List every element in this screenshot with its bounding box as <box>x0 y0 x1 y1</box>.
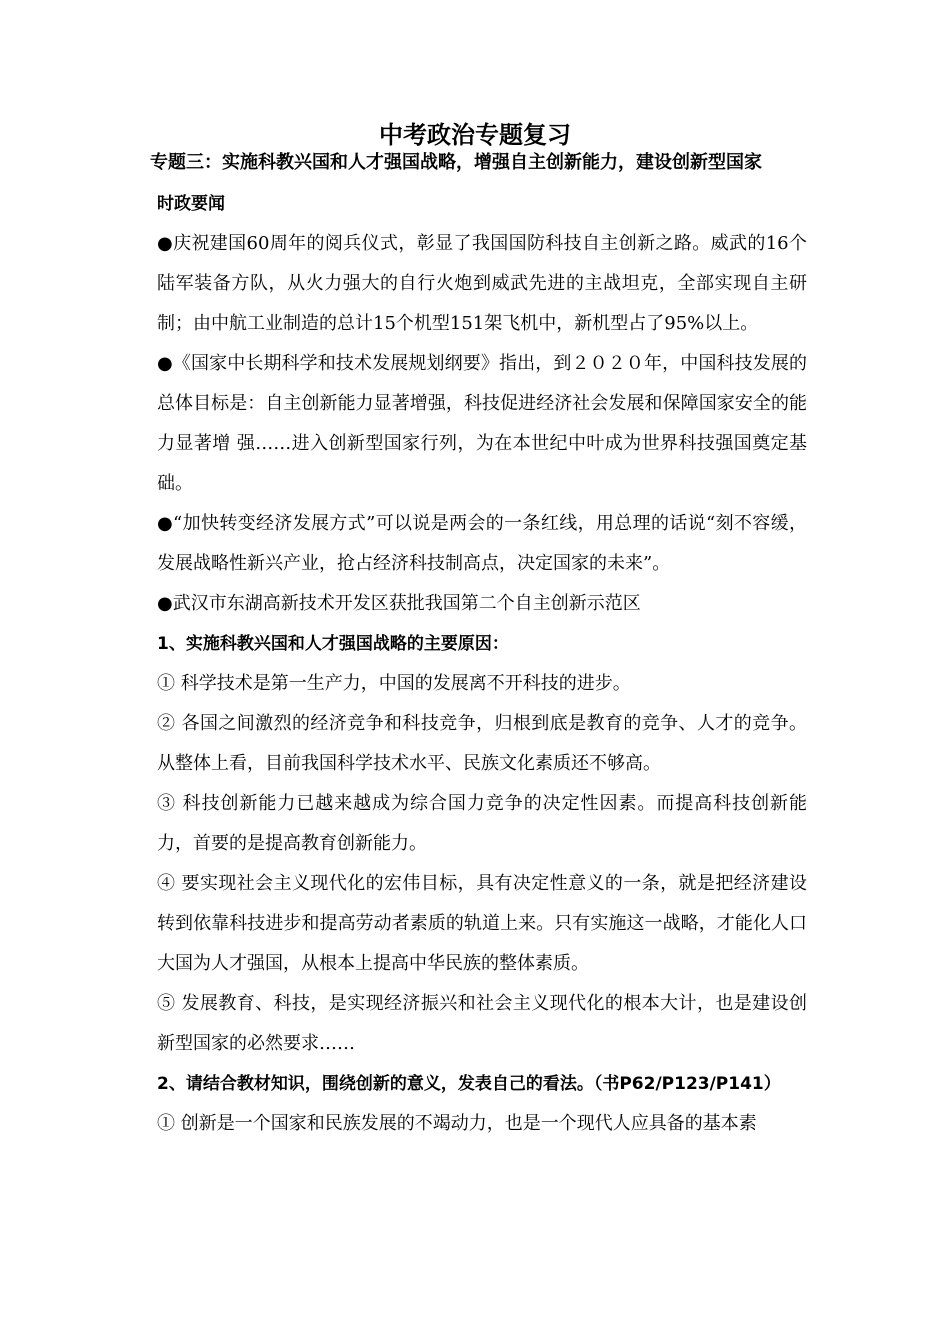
news-item: ●“加快转变经济发展方式”可以说是两会的一条红线，用总理的话说“刻不容缓，发展战略性新兴产业，抢占经济科技制高点，决定国家的未来”。 <box>157 513 807 574</box>
section2-point: ① 创新是一个国家和民族发展的不竭动力，也是一个现代人应具备的基本素 <box>157 1113 757 1134</box>
news-item: ●《国家中长期科学和技术发展规划纲要》指出，到２０２０年，中国科技发展的总体目标是：自主创新能力显著增强，科技促进经济社会发展和保障国家安全的能力显著增 强……进入创新型国家行列，为在本世纪中叶成为世界科技强国奠定基础。 <box>157 353 807 494</box>
document-title: 中考政治专题复习 <box>379 121 571 149</box>
section1-point: ③ 科技创新能力已越来越成为综合国力竞争的决定性因素。而提高科技创新能力，首要的是提高教育创新能力。 <box>157 793 807 854</box>
section1-point: ② 各国之间激烈的经济竞争和科技竞争，归根到底是教育的竞争、人才的竞争。从整体上看，目前我国科学技术水平、民族文化素质还不够高。 <box>157 713 807 774</box>
section2-heading: 2、请结合教材知识，围绕创新的意义，发表自己的看法。（书P62/P123/P141） <box>157 1074 781 1094</box>
document-subtitle: 专题三：实施科教兴国和人才强国战略，增强自主创新能力，建设创新型国家 <box>150 152 762 173</box>
section1-heading: 1、实施科教兴国和人才强国战略的主要原因： <box>157 634 509 654</box>
section1-point: ⑤ 发展教育、科技，是实现经济振兴和社会主义现代化的根本大计，也是建设创新型国家的必然要求…… <box>157 993 807 1054</box>
section1-point: ④ 要实现社会主义现代化的宏伟目标，具有决定性意义的一条，就是把经济建设转到依靠科技进步和提高劳动者素质的轨道上来。只有实施这一战略，才能化人口大国为人才强国，从根本上提高中华民族的整体素质。 <box>157 873 807 974</box>
section1-point: ① 科学技术是第一生产力，中国的发展离不开科技的进步。 <box>157 673 631 694</box>
news-heading: 时政要闻 <box>157 194 225 214</box>
news-item: ●武汉市东湖高新技术开发区获批我国第二个自主创新示范区 <box>157 593 641 614</box>
news-item: ●庆祝建国60周年的阅兵仪式，彰显了我国国防科技自主创新之路。威武的16个陆军装备方队，从火力强大的自行火炮到威武先进的主战坦克，全部实现自主研制；由中航工业制造的总计15个机型151架飞机中，新机型占了95%以上。 <box>157 233 807 334</box>
document-body <box>157 184 807 1144</box>
